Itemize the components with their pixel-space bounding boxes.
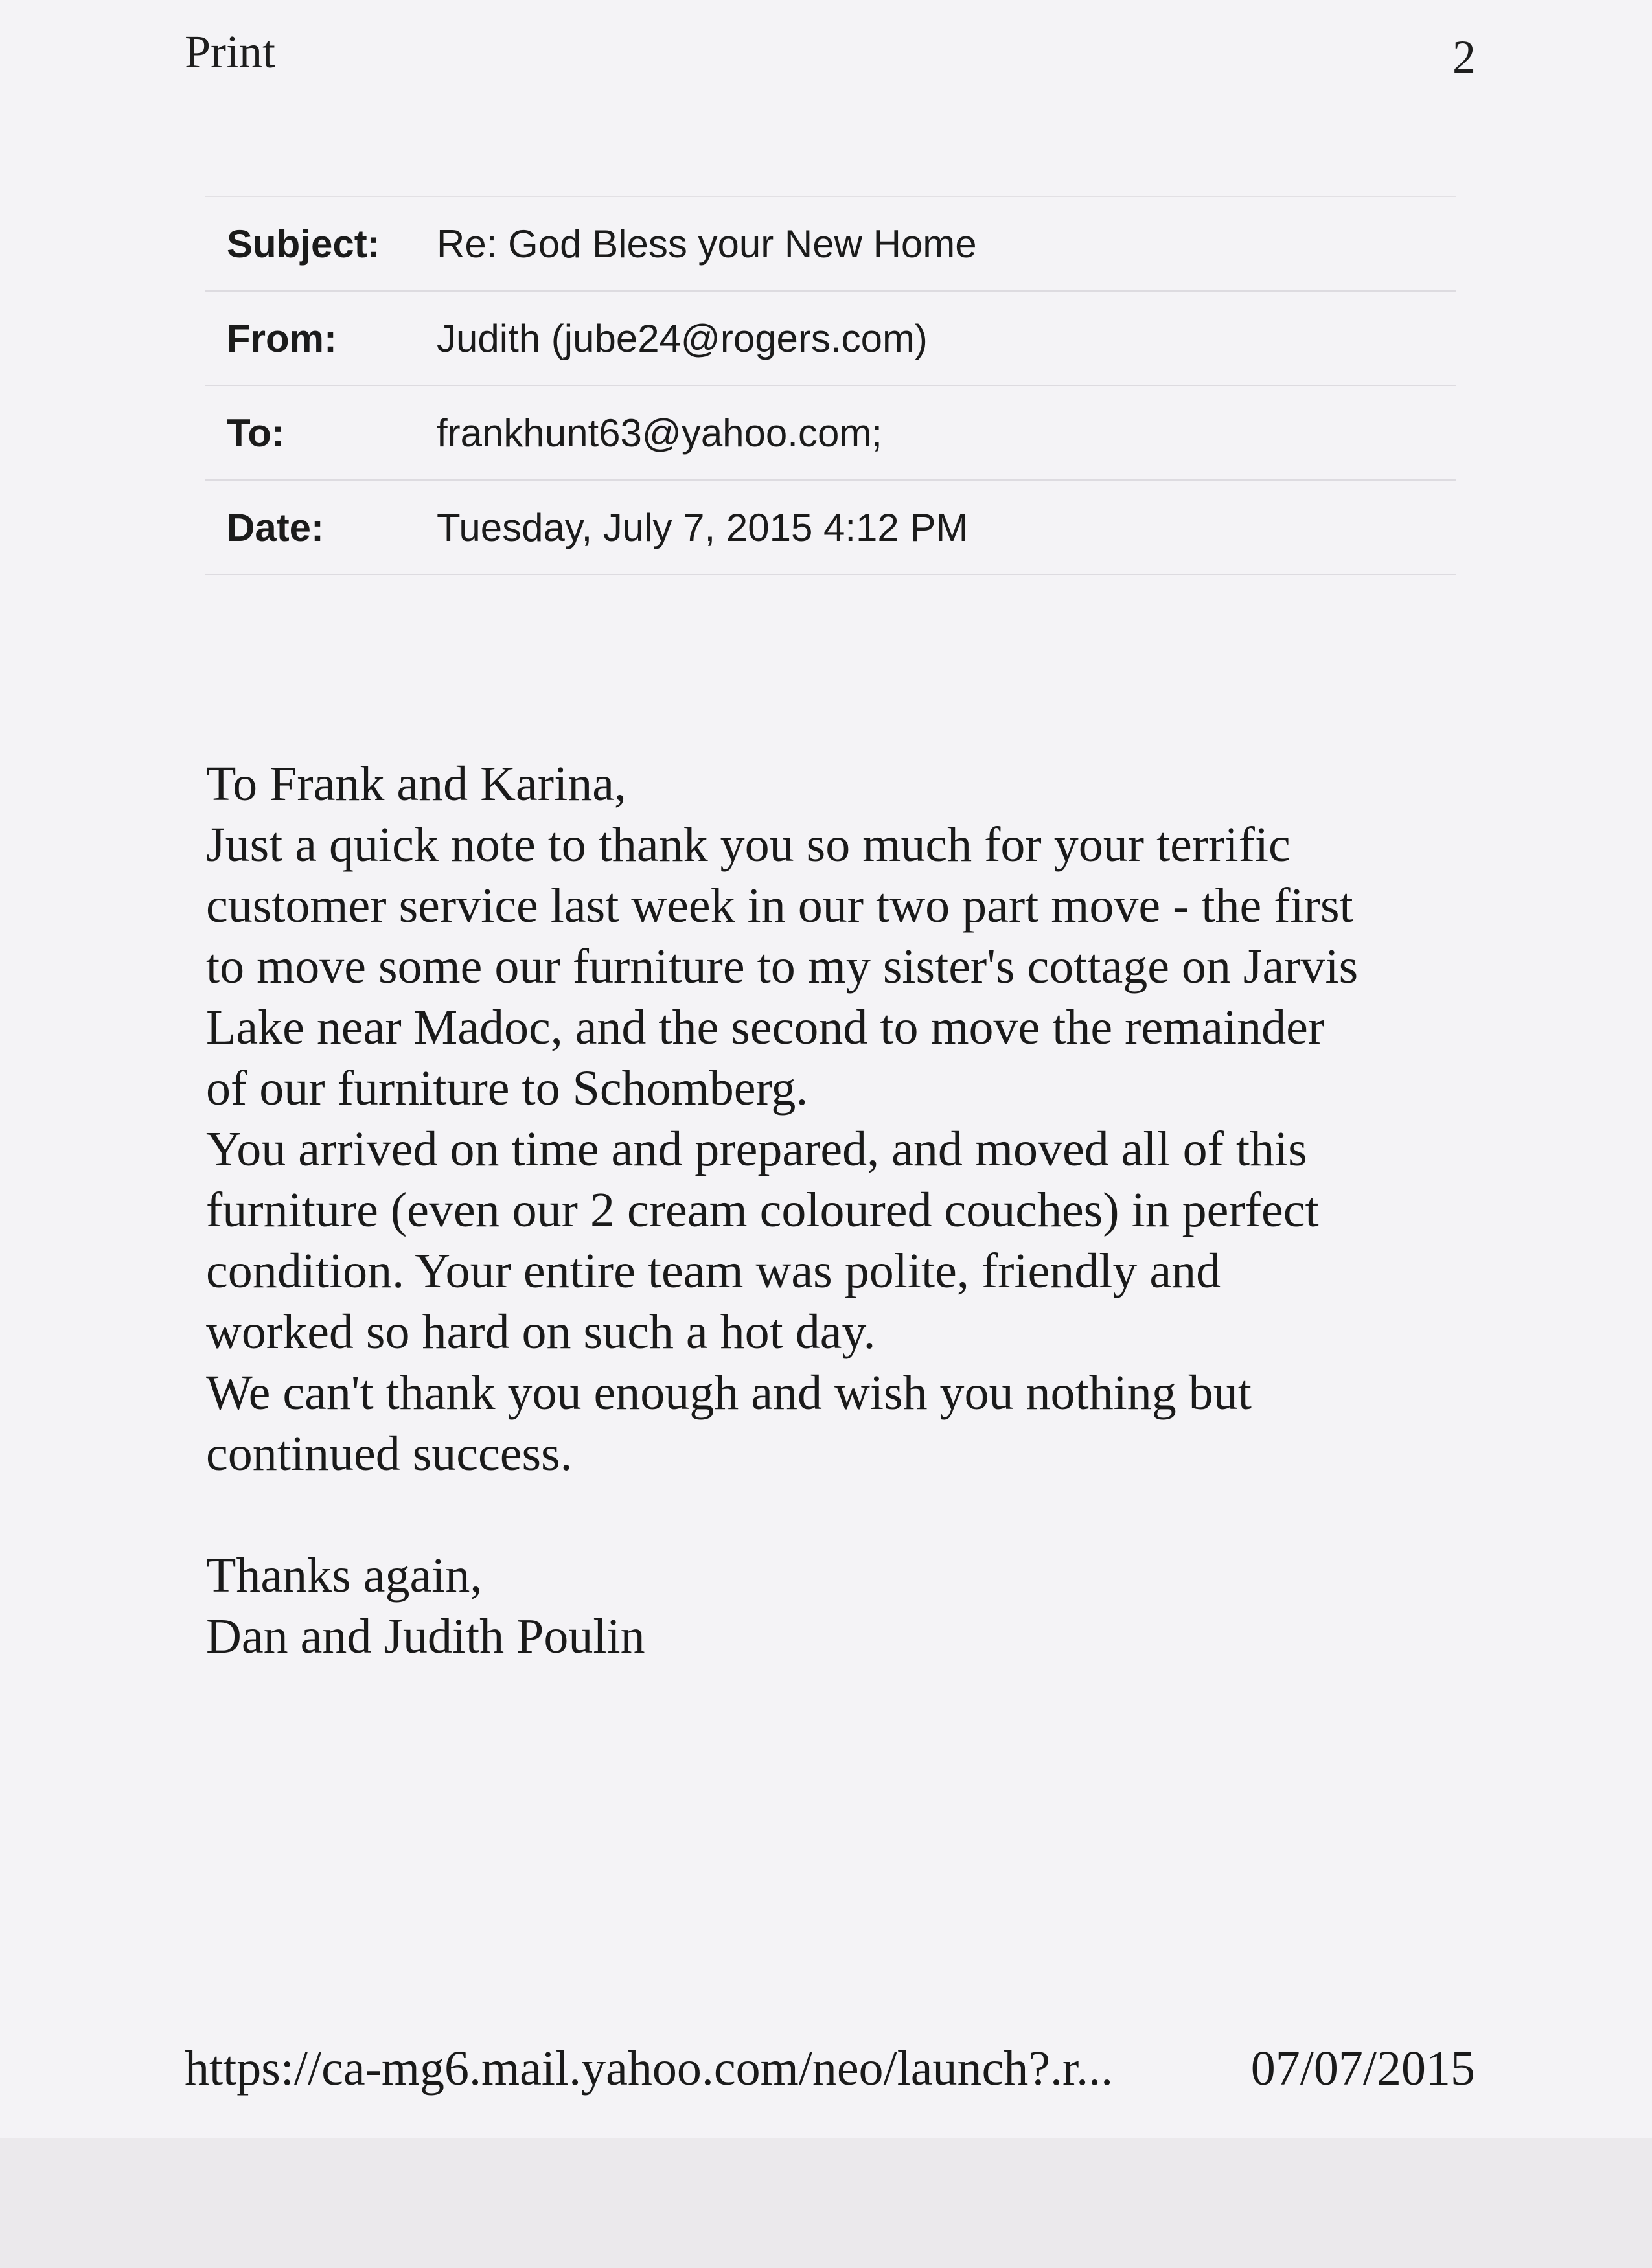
subject-label: Subject: [227, 222, 380, 266]
email-date-row [205, 481, 1456, 575]
date-label: Date: [227, 505, 325, 549]
subject-value: Re: God Bless your New Home [437, 222, 977, 266]
message-line: To Frank and Karina, [206, 757, 626, 811]
closing-line: Thanks again, [206, 1548, 483, 1603]
message-line: We can't thank you enough and wish you nothing but [206, 1366, 1252, 1420]
to-value: frankhunt63@yahoo.com; [437, 411, 882, 455]
message-line: condition. Your entire team was polite, friendly and [206, 1244, 1221, 1298]
print-header-title: Print [185, 26, 276, 78]
message-line: of our furniture to Schomberg. [206, 1061, 809, 1116]
message-line: You arrived on time and prepared, and moved all of this [206, 1122, 1307, 1176]
message-line: Lake near Madoc, and the second to move the remainder [206, 1000, 1325, 1055]
email-subject-row [205, 197, 1456, 292]
message-line: continued success. [206, 1426, 573, 1481]
email-to-row [205, 386, 1456, 481]
from-value: Judith (jube24@rogers.com) [437, 316, 928, 360]
message-line: furniture (even our 2 cream coloured couches) in perfect [206, 1183, 1319, 1237]
message-line: customer service last week in our two part move - the first [206, 878, 1353, 933]
print-footer-url: https://ca-mg6.mail.yahoo.com/neo/launch?.r... [185, 2041, 1114, 2096]
signature-line: Dan and Judith Poulin [206, 1609, 645, 1664]
to-label: To: [227, 411, 284, 455]
print-footer-date: 07/07/2015 [1250, 2041, 1475, 2096]
message-line: to move some our furniture to my sister's cottage on Jarvis [206, 939, 1359, 994]
from-label: From: [227, 316, 337, 360]
message-line: Just a quick note to thank you so much for your terrific [206, 818, 1291, 872]
email-from-row [205, 292, 1456, 386]
message-body [206, 753, 1476, 1667]
email-header-table [205, 196, 1456, 575]
print-page-number: 2 [1452, 31, 1476, 83]
paragraph-spacer [206, 1484, 1476, 1545]
scan-bottom-margin [0, 2138, 1652, 2268]
message-line: worked so hard on such a hot day. [206, 1305, 876, 1359]
date-value: Tuesday, July 7, 2015 4:12 PM [437, 505, 969, 549]
